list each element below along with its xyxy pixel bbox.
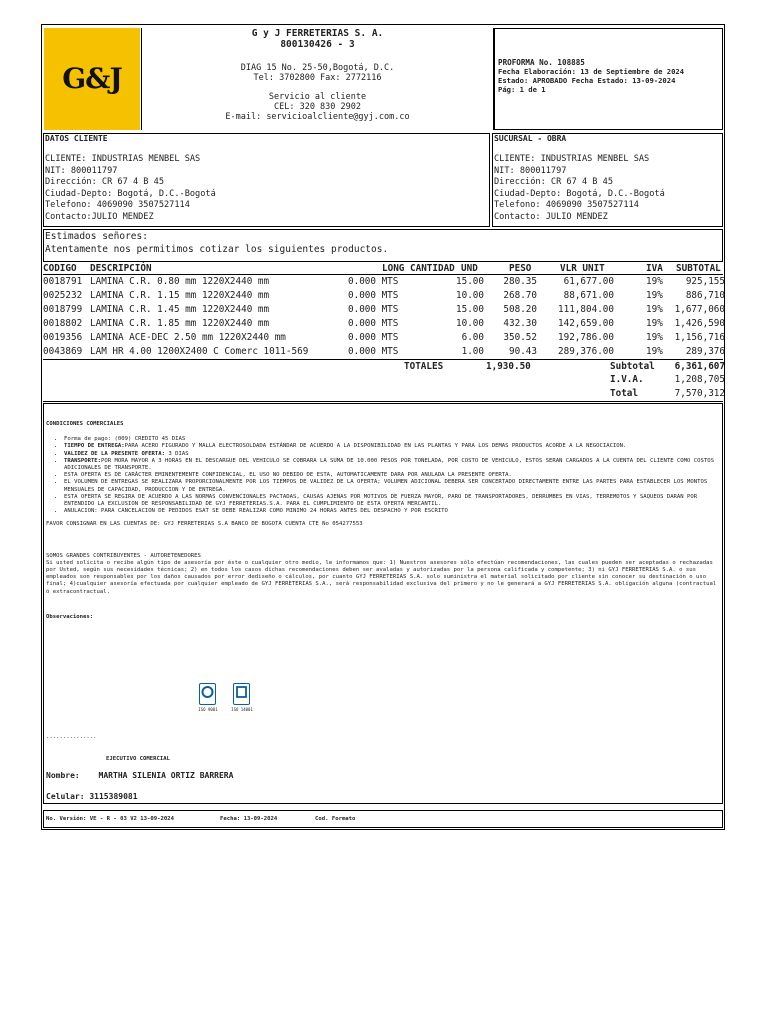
condition-text: POR MORA MAYOR A 3 HORAS EN EL DESCARGUE DEL VEHICULO SE COBRARA LA SUMA DE 10.000 PESOS POR TONELADA, POR COSTO DE VEHICULO, ESTOS SERAN CARGADOS A LA CUENTA DEL CLIENTE COMO COSTOS ADICIONALES DE TRANSPORTE. — [64, 457, 714, 472]
total-value: 7,570,312 — [674, 388, 725, 399]
header-long: LONG — [382, 263, 405, 274]
proforma-info — [498, 58, 722, 94]
cell-iva: 19% — [646, 276, 663, 287]
conditions — [46, 421, 720, 621]
branch-lines — [494, 154, 722, 224]
header-cantidad: CANTIDAD — [410, 263, 455, 274]
client-data — [45, 134, 485, 224]
cell-vlr-unit: 192,786.00 — [558, 332, 614, 343]
cell-vlr-unit: 289,376.00 — [558, 346, 614, 357]
condition-item — [64, 479, 720, 493]
logo-text: G&J — [62, 62, 122, 95]
condition-label: TIEMPO DE ENTREGA: — [64, 443, 125, 450]
proforma-number: PROFORMA No. 108885 — [498, 58, 585, 67]
company-logo — [44, 28, 140, 130]
condition-label: TRANSPORTE: — [64, 457, 102, 464]
cell-peso: 508.20 — [503, 304, 537, 315]
greeting — [45, 230, 388, 256]
totals-row — [43, 360, 725, 373]
condition-text: ESTA OFERTA SE REGIRA DE ACUERDO A LAS NORMAS CONVENCIONALES PACTADAS, CAUSAS AJENAS POR MOTIVOS DE FUERZA MAYOR, PARO DE TRANSPORTADORES, DERRUMBES EN VIAS, TERREMOTOS Y SAQUEOS DARAN POR ENTENDIDO LA EXCLUSION DE RESPONSABILIDAD DE GYJ FERRETERIAS.S.A. PARA EL CUMPLIMIENTO DE ESTA OFERTA MERCANTIL. — [64, 493, 698, 508]
proforma-page: Pág: 1 de 1 — [498, 85, 546, 94]
condition-text: ESTA OFERTA ES DE CARÁCTER EMINENTEMENTE CONFIDENCIAL, EL USO NO DEBIDO DE ESTA, AUTOMATICAMENTE DARA POR ANULADA LA PRESENTE OFERTA. — [64, 472, 512, 479]
header-vlr-unit: VLR UNIT — [560, 263, 605, 274]
signature-role: EJECUTIVO COMERCIAL — [106, 756, 170, 762]
iso-14001-seal — [233, 683, 250, 705]
iva-row — [43, 373, 725, 386]
cell-codigo: 0019356 — [43, 332, 83, 343]
contrib-title: SOMOS GRANDES CONTRIBUYENTES - AUTORETENEDORES — [46, 552, 201, 559]
header-iva: IVA — [646, 263, 663, 274]
client-line: Ciudad-Depto: Bogotá, D.C.-Bogotá — [45, 188, 216, 199]
condition-text: PARA ACERO FIGURADO Y MALLA ELECTROSOLDADA ESTÁNDAR DE ACUERDO A LA DISPONIBILIDAD EN LAS PLANTAS Y PARA LOS DEMAS PRODUCTOS ACORDE A LA NEGOCIACION. — [124, 443, 627, 450]
totals-bottom-rule — [43, 401, 723, 402]
condition-label: VALIDEZ DE LA PRESENTE OFERTA: — [64, 450, 166, 457]
table-row — [43, 331, 725, 344]
total-label: Total — [610, 388, 638, 399]
branch-line: Telefono: 4069090 3507527114 — [494, 200, 639, 211]
condition-item — [64, 443, 720, 450]
header-peso: PESO — [509, 263, 532, 274]
signature-cel-value: 3115389081 — [89, 792, 138, 801]
header-descripcion: DESCRIPCIÓN — [90, 263, 152, 274]
subtotal-value: 6,361,607 — [674, 361, 725, 372]
conditions-list — [46, 436, 720, 515]
service-email: E-mail: servicioalcliente@gyj.com.co — [225, 112, 410, 122]
client-lines — [45, 154, 485, 224]
cell-long: 0.000 MTS — [348, 346, 399, 357]
signature-cel-label: Celular: — [46, 792, 85, 801]
cell-codigo: 0018799 — [43, 304, 83, 315]
conditions-title: CONDICIONES COMERCIALES — [46, 421, 124, 427]
footer-code: Cod. Formato — [315, 816, 356, 822]
cell-descripcion: LAMINA C.R. 1.85 mm 1220X2440 mm — [90, 318, 270, 329]
cell-cantidad: 1.00 — [461, 346, 484, 357]
header-codigo: CODIGO — [43, 263, 77, 274]
signature-cel — [46, 792, 138, 802]
condition-item — [64, 458, 720, 472]
proforma-status: Estado: APROBADO Fecha Estado: 13-09-2024 — [498, 76, 676, 85]
totales-label: TOTALES — [404, 361, 444, 372]
company-nit: 800130426 - 3 — [280, 39, 355, 50]
signature-name-label: Nombre: — [46, 771, 80, 780]
footer-version: No. Versión: VE - R - 03 V2 13-09-2024 — [46, 816, 174, 822]
bank-account: FAVOR CONSIGNAR EN LAS CUENTAS DE: GYJ FERRETERIAS S.A BANCO DE BOGOTA CUENTA CTE No 054277553 — [46, 521, 363, 528]
cell-peso: 90.43 — [509, 346, 537, 357]
cell-cantidad: 10.00 — [456, 318, 484, 329]
cell-subtotal: 1,426,590 — [674, 318, 725, 329]
cell-cantidad: 15.00 — [456, 276, 484, 287]
client-line: NIT: 800011797 — [45, 165, 118, 176]
iso-9001-seal — [199, 683, 216, 705]
header-subtotal: SUBTOTAL — [676, 263, 721, 274]
branch-line: NIT: 800011797 — [494, 165, 567, 176]
cell-peso: 350.52 — [503, 332, 537, 343]
branch-line: Contacto: JULIO MENDEZ — [494, 211, 608, 222]
cell-iva: 19% — [646, 332, 663, 343]
cell-codigo: 0018802 — [43, 318, 83, 329]
cell-descripcion: LAM HR 4.00 1200X2400 C Comerc 1011-569 — [90, 346, 309, 357]
subtotal-label: Subtotal — [610, 361, 655, 372]
cell-long: 0.000 MTS — [348, 318, 399, 329]
company-name: G y J FERRETERIAS S. A. — [251, 28, 384, 39]
proforma-date: Fecha Elaboración: 13 de Septiembre de 2024 — [498, 67, 685, 76]
cell-descripcion: LAMINA C.R. 1.15 mm 1220X2440 mm — [90, 290, 270, 301]
cell-codigo: 0018791 — [43, 276, 83, 287]
cell-cantidad: 6.00 — [461, 332, 484, 343]
client-title: DATOS CLIENTE — [45, 134, 108, 143]
cell-vlr-unit: 111,804.00 — [558, 304, 614, 315]
greeting-line2: Atentamente nos permitimos cotizar los siguientes productos. — [45, 244, 389, 255]
company-address: DIAG 15 No. 25-50,Bogotá, D.C. — [240, 63, 395, 73]
cell-descripcion: LAMINA ACE-DEC 2.50 mm 1220X2440 mm — [90, 332, 286, 343]
cell-codigo: 0025232 — [43, 290, 83, 301]
disclaimer: Si usted solicita o recibe algún tipo de asesoría por éste o cualquier otro medio, le informamos que: 1) Nuestros asesores sólo efectúan recomendaciones, las cuales pueden ser aceptadas o rechazadas por Usted, según sus necesidades técnicas; 2) en todos los casos dichas recomendaciones deben ser avaladas y autorizadas por la persona calificada y competente; 3) ni GYJ FERRETERIAS S.A. o sus empleados son responsables por los daños causados por error dediseño o cálculos, por cuanto GYJ FERRETERIAS S.A. solo suministra el material solicitado por cliente sin conocer su destinación o uso final; 4)cualquier asesoría efectuada por cualquier empleado de GYJ FERRETERIAS S.A., será responsabilidad exclusiva del primero y no le generará a GYJ FERRETERIAS S.A. obligación alguna (contractual ó extracontractual. — [46, 559, 717, 595]
company-info — [141, 28, 494, 122]
client-line: Contacto:JULIO MENDEZ — [45, 211, 154, 222]
client-line: Dirección: CR 67 4 B 45 — [45, 177, 164, 188]
condition-text: ANULACION: PARA CANCELACION DE PEDIDOS ESAT SE DEBE REALIZAR COMO MINIMO 24 HORAS ANTES DEL DESPACHO Y POR ESCRITO — [64, 508, 448, 515]
cell-subtotal: 925,155 — [685, 276, 725, 287]
cell-long: 0.000 MTS — [348, 304, 399, 315]
table-row — [43, 289, 725, 302]
cell-vlr-unit: 61,677.00 — [563, 276, 614, 287]
branch-line: CLIENTE: INDUSTRIAS MENBEL SAS — [494, 154, 650, 164]
iva-label: I.V.A. — [610, 374, 644, 385]
branch-line: Ciudad-Depto: Bogotá, D.C.-Bogotá — [494, 188, 665, 199]
signature-name — [46, 771, 233, 781]
client-line: Telefono: 4069090 3507527114 — [45, 200, 190, 211]
condition-text: EL VOLUMEN DE ENTREGAS SE REALIZARA PROPORCIONALMENTE POR LOS TIEMPOS DE VALIDEZ DE LA OFERTA; VOLUMEN ADICIONAL DEBERA SER CONCERTADO DIRECTAMENTE ENTRE LAS PARTES PARA ESTABLECER LOS MONTOS MENSUALES DE CAPACIDAD, PRODUCCION Y DE ENTREGA. — [64, 479, 708, 493]
table-row — [43, 303, 725, 316]
greeting-line1: Estimados señores: — [45, 231, 148, 242]
cell-subtotal: 1,156,716 — [674, 332, 725, 343]
branch-line: Dirección: CR 67 4 B 45 — [494, 177, 613, 188]
client-line: CLIENTE: INDUSTRIAS MENBEL SAS — [45, 154, 201, 164]
cell-vlr-unit: 142,659.00 — [558, 318, 614, 329]
signature-dots: ............... — [46, 734, 97, 740]
cell-subtotal: 886,710 — [685, 290, 725, 301]
totales-peso: 1,930.50 — [486, 361, 531, 372]
iva-value: 1,208,705 — [674, 374, 725, 385]
condition-item — [64, 451, 720, 458]
cell-peso: 280.35 — [503, 276, 537, 287]
table-row — [43, 275, 725, 288]
iso-14001-icon — [234, 685, 249, 699]
service-cel: CEL: 320 830 2902 — [274, 102, 361, 112]
condition-item — [64, 494, 720, 508]
footer-date: Fecha: 13-09-2024 — [220, 816, 278, 822]
cell-long: 0.000 MTS — [348, 290, 399, 301]
condition-text: Forma de pago: (009) CREDITO 45 DIAS — [64, 436, 186, 443]
cell-descripcion: LAMINA C.R. 1.45 mm 1220X2440 mm — [90, 304, 270, 315]
iso-14001-caption: ISO 14001 — [231, 707, 253, 712]
observations-label: Observaciones: — [46, 613, 94, 620]
condition-item — [64, 508, 720, 515]
condition-text: 3 DIAS — [165, 450, 189, 457]
table-row — [43, 317, 725, 330]
iso-9001-caption: ISO 9001 — [198, 707, 218, 712]
branch-data — [494, 134, 722, 224]
total-row — [43, 387, 725, 400]
cell-iva: 19% — [646, 346, 663, 357]
cell-long: 0.000 MTS — [348, 276, 399, 287]
header-und: UND — [461, 263, 478, 274]
service-title: Servicio al cliente — [268, 92, 367, 102]
signature-name-value: MARTHA SILENIA ORTIZ BARRERA — [98, 771, 234, 780]
cell-peso: 268.70 — [503, 290, 537, 301]
branch-title: SUCURSAL - OBRA — [494, 134, 567, 143]
condition-item — [64, 472, 720, 479]
cell-iva: 19% — [646, 290, 663, 301]
cell-codigo: 0043869 — [43, 346, 83, 357]
cell-cantidad: 15.00 — [456, 304, 484, 315]
cell-iva: 19% — [646, 304, 663, 315]
cell-subtotal: 1,677,060 — [674, 304, 725, 315]
company-phones: Tel: 3702800 Fax: 2772116 — [253, 73, 382, 83]
cell-peso: 432.30 — [503, 318, 537, 329]
cell-vlr-unit: 88,671.00 — [563, 290, 614, 301]
table-row — [43, 345, 725, 358]
cell-subtotal: 289,376 — [685, 346, 725, 357]
cell-descripcion: LAMINA C.R. 0.80 mm 1220X2440 mm — [90, 276, 270, 287]
iso-9001-icon — [200, 685, 215, 699]
cell-iva: 19% — [646, 318, 663, 329]
cell-cantidad: 10.00 — [456, 290, 484, 301]
cell-long: 0.000 MTS — [348, 332, 399, 343]
